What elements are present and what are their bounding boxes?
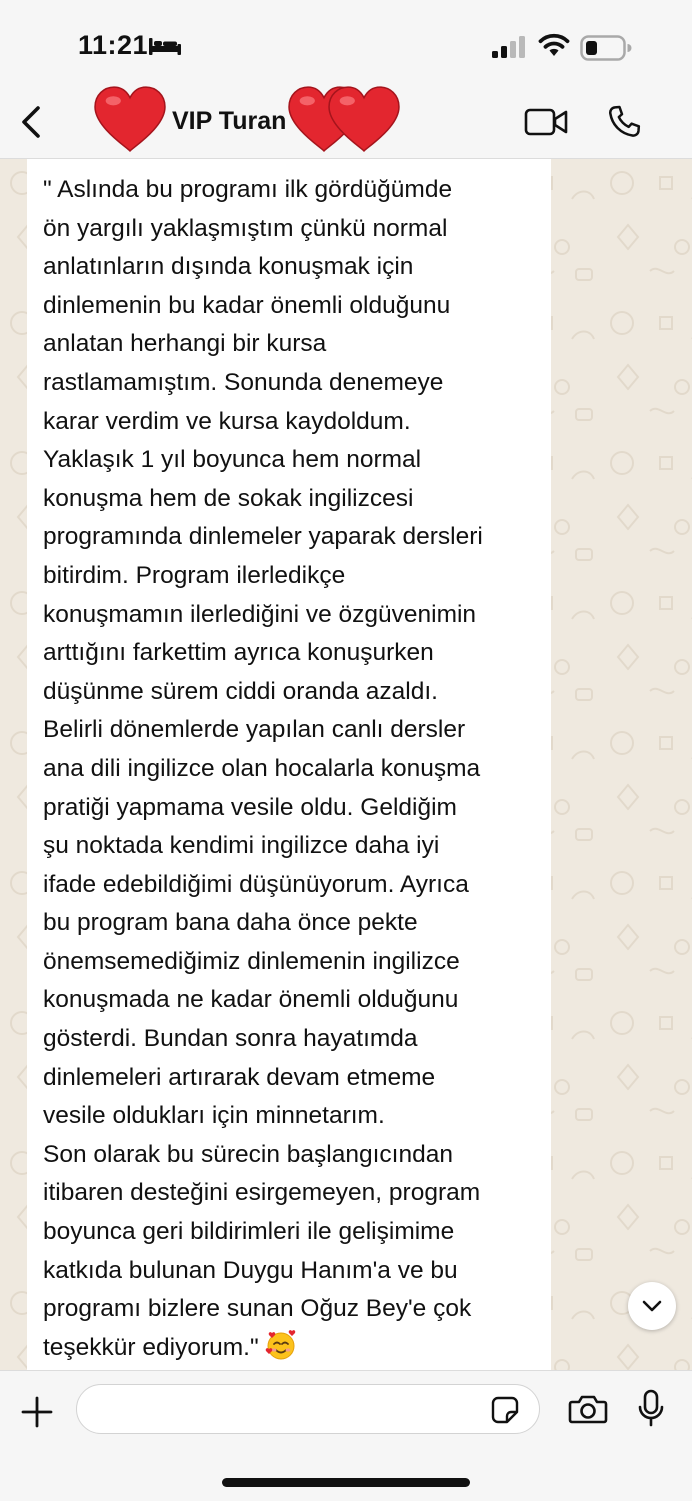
message-line: düşünme sürem ciddi oranda azaldı.	[43, 677, 438, 705]
home-indicator	[222, 1478, 470, 1487]
chat-header	[0, 92, 692, 159]
message-line: konuşmamın ilerlediğini ve özgüvenimin	[43, 600, 477, 628]
status-time: 11:21	[78, 30, 149, 60]
camera-icon[interactable]	[568, 1393, 608, 1425]
sticker-icon[interactable]	[490, 1395, 520, 1425]
message-line: ön yargılı yaklaşmıştım çünkü normal	[43, 214, 448, 242]
red-heart-emoji	[92, 84, 168, 154]
message-line: ana dili ingilizce olan hocalarla konuşma	[43, 754, 481, 782]
video-camera-icon[interactable]	[524, 106, 570, 138]
message-line: şu noktada kendimi ingilizce daha iyi	[43, 832, 440, 860]
message-line: gösterdi. Bundan sonra hayatımda	[43, 1025, 418, 1053]
phone-icon[interactable]	[604, 102, 644, 142]
message-line: Yaklaşık 1 yıl boyunca hem normal	[43, 446, 422, 474]
message-line-last	[43, 1329, 535, 1368]
battery-icon	[580, 35, 632, 61]
message-line: önemsemediğimiz dinlemenin ingilizce	[43, 947, 460, 975]
signal-icon	[492, 36, 526, 58]
smiling-face-with-hearts-emoji	[265, 1329, 297, 1361]
message-line: dinlemeleri artırarak devam etmeme	[43, 1063, 436, 1091]
message-line: katkıda bulunan Duygu Hanım'a ve bu	[43, 1256, 458, 1284]
message-input[interactable]	[76, 1384, 540, 1434]
message-line: boyunca geri bildirimleri ile gelişimime	[43, 1218, 455, 1246]
message-line: konuşmada ne kadar önemli olduğunu	[43, 986, 459, 1014]
message-line: anlatınların dışında konuşmak için	[43, 253, 414, 281]
message-text	[43, 171, 535, 1367]
message-line: programında dinlemeler yaparak dersleri	[43, 523, 483, 551]
message-bubble[interactable]	[27, 159, 551, 1370]
message-line: arttığını farkettim ayrıca konuşurken	[43, 639, 434, 667]
message-line: rastlamamıştım. Sonunda denemeye	[43, 368, 444, 396]
back-chevron-icon[interactable]	[14, 100, 50, 144]
plus-icon[interactable]	[20, 1395, 54, 1429]
bed-icon	[148, 36, 182, 56]
message-line: Belirli dönemlerde yapılan canlı dersler	[43, 716, 466, 744]
message-line: konuşma hem de sokak ingilizcesi	[43, 484, 414, 512]
wifi-icon	[538, 33, 570, 57]
message-line: itibaren desteğini esirgemeyen, program	[43, 1179, 481, 1207]
chevron-down-icon	[641, 1297, 663, 1315]
message-line: anlatan herhangi bir kursa	[43, 330, 327, 358]
message-line: bitirdim. Program ilerledikçe	[43, 561, 346, 589]
message-line: vesile oldukları için minnetarım.	[43, 1102, 385, 1130]
message-line: dinlemenin bu kadar önemli olduğunu	[43, 291, 451, 319]
message-line: pratiği yapmama vesile oldu. Geldiğim	[43, 793, 457, 821]
message-line: " Aslında bu programı ilk gördüğümde	[43, 176, 453, 203]
message-line: bu program bana daha önce pekte	[43, 909, 418, 937]
contact-name[interactable]: VIP Turan	[172, 107, 287, 135]
red-heart-emoji	[326, 84, 402, 154]
message-line: karar verdim ve kursa kaydoldum.	[43, 407, 411, 435]
message-line: Son olarak bu sürecin başlangıcından	[43, 1140, 453, 1168]
message-line: ifade edebildiğimi düşünüyorum. Ayrıca	[43, 870, 469, 898]
message-line: programı bizlere sunan Oğuz Bey'e çok	[43, 1295, 472, 1323]
chat-area[interactable]	[0, 159, 692, 1370]
status-bar	[0, 0, 692, 92]
microphone-icon[interactable]	[636, 1389, 666, 1429]
scroll-down-button[interactable]	[628, 1282, 676, 1330]
message-line: teşekkür ediyorum."	[43, 1333, 259, 1361]
